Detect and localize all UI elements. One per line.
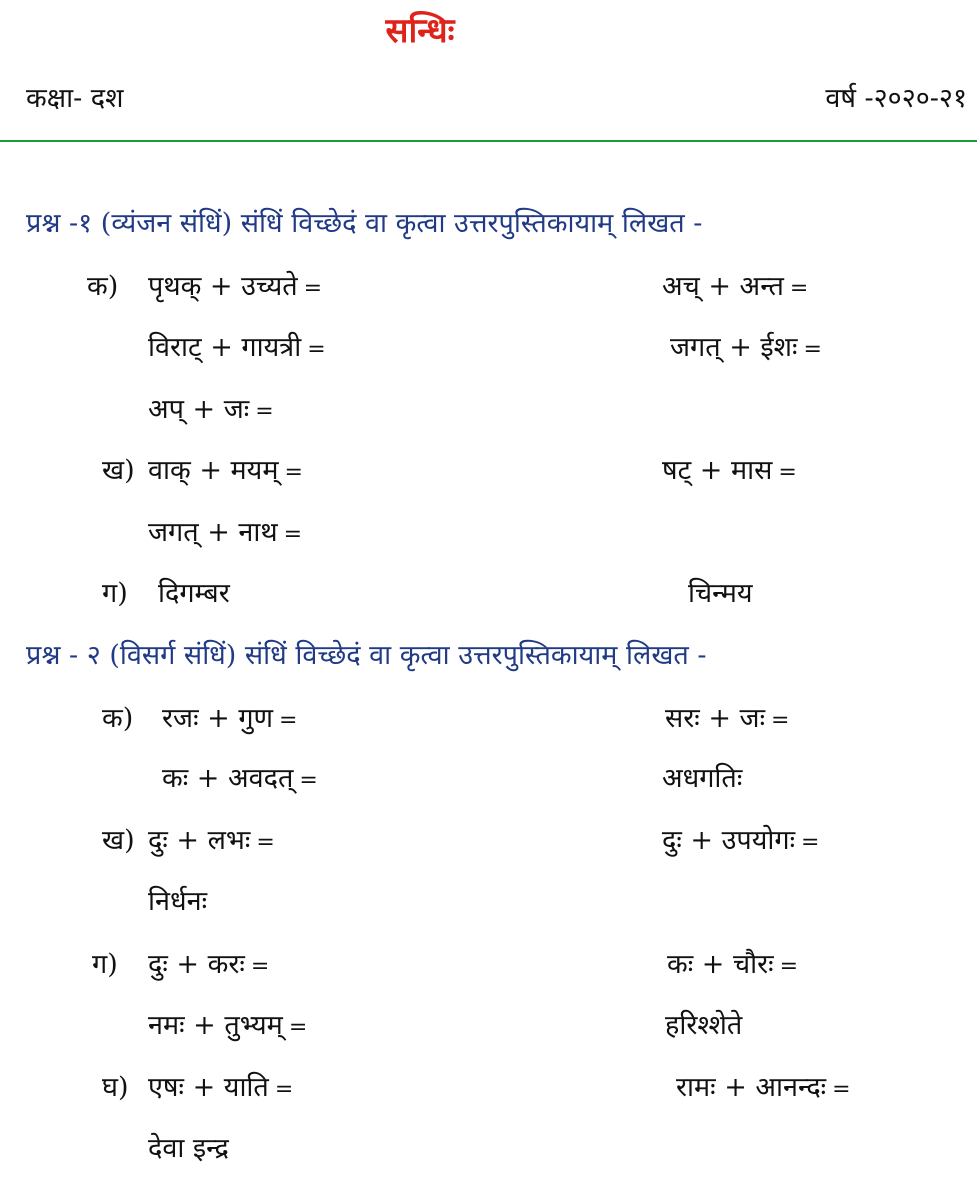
q2-ka-item-3: कः + अवदत् = [162,763,318,794]
q1-section-ka-label: क) [87,271,119,302]
q2-kha-item-2: दुः + उपयोगः = [662,825,820,856]
question-2-heading: प्रश्न - २ (विसर्ग संधिं) संधिं विच्छेदं वा कृत्वा उत्तरपुस्तिकायाम् लिखत - [26,640,707,671]
question-1-heading: प्रश्न -१ (व्यंजन संधिं) संधिं विच्छेदं वा कृत्वा उत्तरपुस्तिकायाम् लिखत - [26,208,703,239]
q1-ka-item-3: विराट् + गायत्री = [148,332,326,363]
q1-kha-item-3: जगत् + नाथ = [148,517,303,548]
q1-ka-item-5: अप् + जः = [148,394,274,425]
q2-section-ga-label: ग) [92,949,118,980]
q2-section-kha-label: ख) [102,825,135,856]
q2-ga-item-3: नमः + तुभ्यम् = [148,1010,308,1041]
q1-ga-item-1: दिगम्बर [158,578,230,609]
q2-section-ka-label: क) [102,703,134,734]
q1-ka-item-4: जगत् + ईशः = [670,332,822,363]
q2-gha-item-3: देवा इन्द्र [148,1133,229,1164]
q2-ga-item-2: कः + चौरः = [667,949,799,980]
q2-gha-item-2: रामः + आनन्दः = [676,1072,851,1103]
header-divider [0,140,977,142]
q2-kha-item-1: दुः + लभः = [148,825,275,856]
q1-ga-item-2: चिन्मय [688,578,753,609]
page-title: सन्धिः [385,11,455,51]
q2-ka-item-4: अधगतिः [662,763,743,794]
q1-ka-item-1: पृथक् + उच्यते = [148,271,323,302]
q1-section-ga-label: ग) [102,578,128,609]
q1-kha-item-1: वाक् + मयम् = [148,455,303,486]
q2-gha-item-1: एषः + याति = [148,1072,294,1103]
q2-kha-item-3: निर्धनः [148,886,208,917]
q2-ka-item-2: सरः + जः = [665,703,790,734]
q2-ga-item-1: दुः + करः = [148,949,270,980]
q2-ga-item-4: हरिश्शेते [665,1010,743,1041]
q2-section-gha-label: घ) [102,1072,129,1103]
q1-kha-item-2: षट् + मास = [662,455,797,486]
class-label: कक्षा- दश [26,83,124,114]
q1-ka-item-2: अच् + अन्त = [662,271,809,302]
year-label: वर्ष -२०२०-२१ [825,83,967,114]
q1-section-kha-label: ख) [102,455,135,486]
q2-ka-item-1: रजः + गुण = [162,703,298,734]
